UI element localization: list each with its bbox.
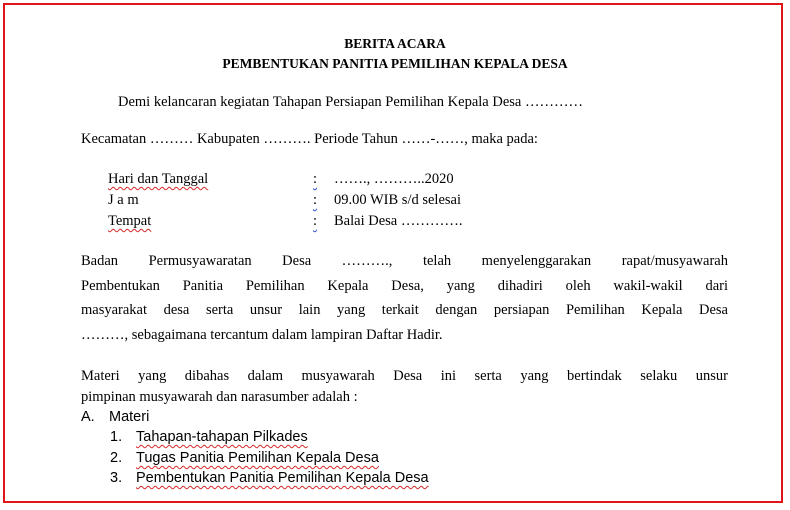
list-item-number: 3.: [110, 470, 123, 486]
detail-sep-date: :: [313, 171, 318, 187]
detail-label-time: J a m: [108, 192, 139, 208]
paragraph1-line1: Badan Permusyawaratan Desa ………., telah menyelenggarakan rapat/musyawarah: [81, 253, 728, 269]
doc-title: BERITA ACARA: [344, 36, 446, 51]
list-item-number: 2.: [110, 450, 123, 466]
paragraph1-line3: masyarakat desa serta unsur lain yang terkait dengan persiapan Pemilihan Kepala Desa: [81, 302, 728, 318]
detail-label-place: Tempat: [108, 213, 152, 229]
list-item: Pembentukan Panitia Pemilihan Kepala Desa: [136, 470, 429, 486]
list-item: Tugas Panitia Pemilihan Kepala Desa: [136, 450, 379, 466]
paragraph2-line1: Materi yang dibahas dalam musyawarah Desa ini serta yang bertindak selaku unsur: [81, 368, 728, 384]
detail-value-time: 09.00 WIB s/d selesai: [334, 192, 461, 208]
list-item: Tahapan-tahapan Pilkades: [136, 429, 308, 445]
paragraph1-line4: ………, sebagaimana tercantum dalam lampiran Daftar Hadir.: [81, 327, 443, 343]
section-title: Materi: [109, 409, 150, 425]
detail-value-place: Balai Desa ………….: [334, 213, 463, 229]
detail-sep-place: :: [313, 213, 318, 229]
detail-label-date: Hari dan Tanggal: [108, 171, 209, 187]
intro-line: Demi kelancaran kegiatan Tahapan Persiapan Pemilihan Kepala Desa …………: [118, 94, 583, 110]
paragraph2-line2: pimpinan musyawarah dan narasumber adalah :: [81, 389, 358, 405]
doc-subtitle: PEMBENTUKAN PANITIA PEMILIHAN KEPALA DESA: [222, 56, 568, 71]
section-marker: A.: [81, 409, 95, 425]
list-item-number: 1.: [110, 429, 123, 445]
paragraph1-line2: Pembentukan Panitia Pemilihan Kepala Desa, yang dihadiri oleh wakil-wakil dari: [81, 278, 728, 294]
detail-value-date: ……., ………..2020: [334, 171, 454, 187]
location-line: Kecamatan ……… Kabupaten ………. Periode Tahun ……-……, maka pada:: [81, 131, 538, 147]
detail-sep-time: :: [313, 192, 318, 208]
